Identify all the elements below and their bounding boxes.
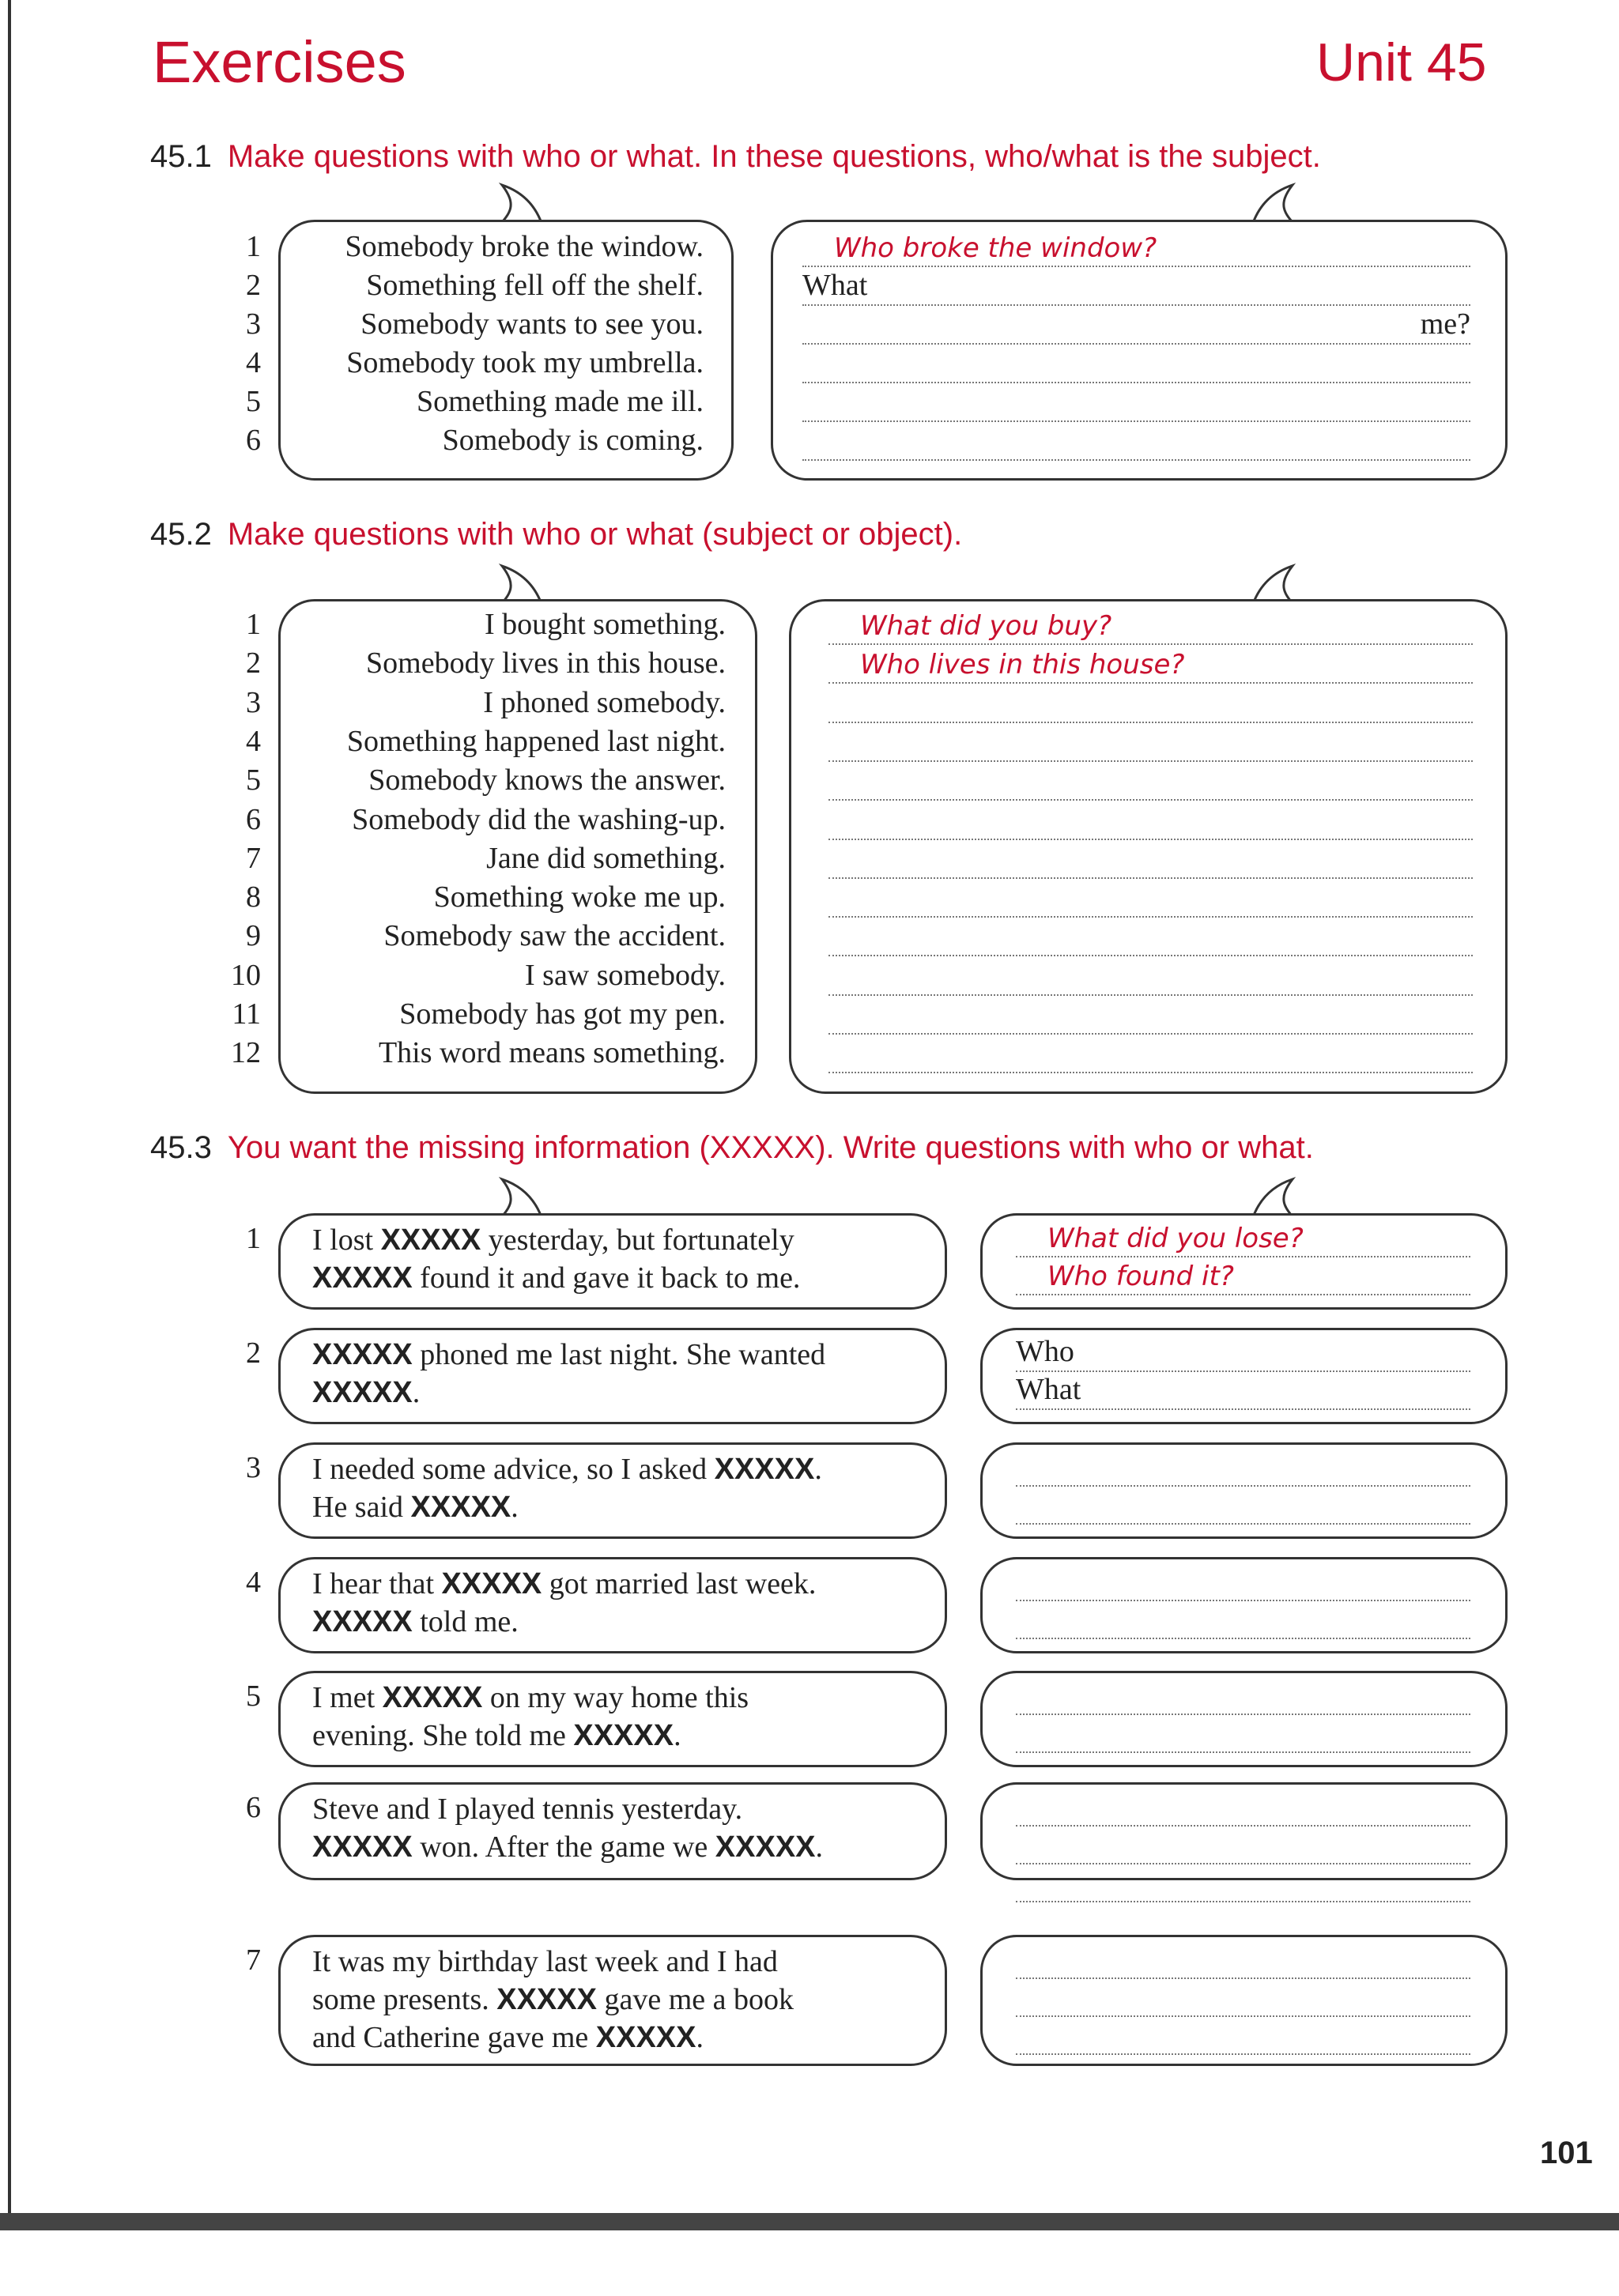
ex3-answer-line[interactable]	[1016, 1374, 1470, 1410]
handwritten-answer: Who broke the window?	[834, 232, 1157, 264]
ex2-answer-line[interactable]	[828, 726, 1473, 762]
ex2-answer-line[interactable]	[828, 687, 1473, 723]
ex3-answer-line[interactable]	[1016, 1450, 1470, 1487]
ex2-sentence: Somebody did the washing-up.	[352, 802, 726, 836]
item-number: 12	[231, 1036, 261, 1070]
ex3-sentence-line	[312, 1565, 816, 1603]
handwritten-answer: Who found it?	[1047, 1261, 1234, 1292]
ex3-sentence-line	[312, 1336, 825, 1374]
ex3-answer-line[interactable]	[1016, 1565, 1470, 1601]
ex3-sentence-line	[312, 1717, 681, 1755]
item-number: 1	[246, 608, 261, 641]
ex2-number: 45.2	[150, 517, 212, 552]
ex2-instruction: Make questions with who or what (subject or object).	[227, 517, 963, 552]
page-number: 101	[1540, 2136, 1593, 2170]
sentence-text: and Catherine gave me	[312, 2021, 596, 2054]
ex2-sentence: Somebody knows the answer.	[368, 763, 726, 797]
item-number: 2	[246, 647, 261, 681]
missing-info-marker: XXXXX	[382, 1681, 483, 1714]
sentence-text: I lost	[312, 1223, 381, 1257]
missing-info-marker: XXXXX	[715, 1830, 816, 1864]
sentence-text: .	[815, 1830, 824, 1864]
ex1-sentence: Something made me ill.	[416, 385, 704, 418]
ex3-sentence-line	[312, 2019, 704, 2057]
ex2-sentence: Somebody saw the accident.	[383, 919, 726, 953]
sentence-text: Steve and I played tennis yesterday.	[312, 1793, 743, 1826]
item-number: 3	[246, 307, 261, 341]
missing-info-marker: XXXXX	[441, 1567, 542, 1600]
sentence-text: It was my birthday last week and I had	[312, 1945, 778, 1978]
item-number: 11	[232, 997, 261, 1031]
missing-info-marker: XXXXX	[312, 1376, 413, 1409]
ex1-answer-line[interactable]	[802, 424, 1470, 461]
item-number: 4	[246, 346, 261, 379]
ex2-heading	[150, 517, 962, 552]
item-number: 7	[246, 1943, 261, 1977]
ex3-answer-line[interactable]	[1016, 1336, 1470, 1372]
sentence-text: found it and gave it back to me.	[412, 1261, 801, 1295]
sentence-text: He said	[312, 1491, 411, 1524]
ex1-answer-line[interactable]	[802, 270, 1470, 306]
ex3-number: 45.3	[150, 1130, 212, 1165]
ex2-answer-line[interactable]	[828, 959, 1473, 996]
ex3-sentence-line	[312, 1221, 794, 1259]
ex1-number: 45.1	[150, 139, 212, 174]
sentence-text: on my way home this	[482, 1681, 749, 1714]
ex3-sentence-line	[312, 1981, 794, 2019]
missing-info-marker: XXXXX	[380, 1223, 481, 1257]
missing-info-marker: XXXXX	[410, 1491, 511, 1524]
sentence-text: .	[412, 1376, 421, 1409]
ex1-sentence: Somebody broke the window.	[345, 230, 704, 263]
item-number: 10	[231, 958, 261, 992]
answer-prefix: Who	[1016, 1335, 1074, 1368]
ex2-sentence: Somebody has got my pen.	[399, 997, 726, 1031]
item-number: 4	[246, 724, 261, 758]
sentence-text: yesterday, but fortunately	[481, 1223, 794, 1257]
ex3-answer-line[interactable]	[1016, 1828, 1470, 1864]
ex2-answer-line[interactable]	[828, 764, 1473, 801]
answer-prefix: What	[802, 269, 868, 302]
ex2-answer-line[interactable]	[828, 609, 1473, 645]
sentence-text: I met	[312, 1681, 383, 1714]
ex1-answer-line[interactable]	[802, 231, 1470, 267]
item-number: 2	[246, 269, 261, 302]
ex2-sentence: I bought something.	[484, 608, 726, 641]
item-number: 4	[246, 1566, 261, 1599]
ex2-answer-line[interactable]	[828, 998, 1473, 1035]
ex3-answer-line[interactable]	[1016, 1790, 1470, 1827]
handwritten-answer: Who lives in this house?	[860, 649, 1185, 681]
ex3-answer-line[interactable]	[1016, 1603, 1470, 1639]
missing-info-marker: XXXXX	[312, 1605, 413, 1638]
ex2-sentence: Something woke me up.	[433, 880, 726, 914]
item-number: 6	[246, 424, 261, 457]
ex1-answer-line[interactable]	[802, 308, 1470, 345]
ex2-answer-line[interactable]	[828, 881, 1473, 918]
sentence-text: .	[814, 1453, 822, 1486]
ex3-answer-line[interactable]	[1016, 2019, 1470, 2055]
ex2-sentence: This word means something.	[378, 1036, 726, 1070]
ex3-sentence-line	[312, 1603, 519, 1641]
ex1-sentence: Somebody took my umbrella.	[346, 346, 704, 379]
ex2-sentence: Something happened last night.	[346, 724, 726, 758]
sentence-text: .	[674, 1719, 681, 1752]
sentence-text: .	[696, 2021, 704, 2054]
ex1-sentence: Something fell off the shelf.	[366, 269, 704, 302]
missing-info-marker: XXXXX	[312, 1830, 413, 1864]
ex3-answer-line[interactable]	[1016, 1221, 1470, 1257]
unit-label: Unit 45	[1316, 32, 1487, 92]
left-border	[8, 0, 11, 2222]
sentence-text: got married last week.	[542, 1567, 817, 1600]
missing-info-marker: XXXXX	[573, 1719, 674, 1752]
ex3-answer-line[interactable]	[1016, 1866, 1470, 1902]
item-number: 3	[246, 1451, 261, 1484]
ex1-heading	[150, 139, 1321, 175]
ex3-instruction: You want the missing information (XXXXX). Write questions with who or what.	[227, 1130, 1314, 1165]
ex3-sentence-line	[312, 1828, 823, 1866]
sentence-text: won. After the game we	[412, 1830, 715, 1864]
handwritten-answer: What did you buy?	[860, 610, 1112, 642]
answer-suffix: me?	[1420, 307, 1470, 341]
sentence-text: evening. She told me	[312, 1719, 574, 1752]
ex3-answer-line[interactable]	[1016, 1488, 1470, 1525]
ex2-sentence: Somebody lives in this house.	[366, 647, 726, 681]
item-number: 5	[246, 763, 261, 797]
item-number: 9	[246, 919, 261, 953]
ex1-answer-line[interactable]	[802, 347, 1470, 383]
ex3-sentence-line	[312, 1450, 822, 1488]
item-number: 5	[246, 1680, 261, 1713]
ex3-answer-line[interactable]	[1016, 1943, 1470, 1979]
ex3-answer-line[interactable]	[1016, 1679, 1470, 1715]
item-number: 6	[246, 802, 261, 836]
sentence-text: I hear that	[312, 1567, 442, 1600]
sentence-text: gave me a book	[596, 1983, 794, 2016]
ex2-sentence: I phoned somebody.	[483, 685, 726, 719]
ex1-sentence: Somebody wants to see you.	[360, 307, 704, 341]
item-number: 7	[246, 841, 261, 875]
handwritten-answer: What did you lose?	[1047, 1223, 1304, 1254]
ex1-instruction: Make questions with who or what. In these questions, who/what is the subject.	[227, 139, 1321, 174]
missing-info-marker: XXXXX	[714, 1453, 815, 1486]
sentence-text: told me.	[412, 1605, 519, 1638]
ex1-answer-line[interactable]	[802, 386, 1470, 422]
answer-prefix: What	[1016, 1373, 1081, 1406]
missing-info-marker: XXXXX	[312, 1261, 413, 1295]
ex2-sentence: Jane did something.	[486, 841, 726, 875]
ex3-heading	[150, 1130, 1314, 1166]
ex2-answer-line[interactable]	[828, 920, 1473, 956]
sentence-text: I needed some advice, so I asked	[312, 1453, 715, 1486]
ex2-sentence: I saw somebody.	[525, 958, 726, 992]
item-number: 3	[246, 685, 261, 719]
sentence-text: some presents.	[312, 1983, 497, 2016]
ex3-sentence-line	[312, 1790, 742, 1828]
item-number: 1	[246, 1222, 261, 1255]
sentence-text: phoned me last night. She wanted	[412, 1338, 826, 1371]
item-number: 1	[246, 230, 261, 263]
ex3-sentence-line	[312, 1943, 778, 1981]
item-number: 5	[246, 385, 261, 418]
sentence-text: .	[511, 1491, 519, 1524]
ex3-sentence-line	[312, 1679, 749, 1717]
missing-info-marker: XXXXX	[312, 1338, 413, 1371]
ex3-answer-line[interactable]	[1016, 1259, 1470, 1295]
missing-info-marker: XXXXX	[496, 1983, 597, 2016]
ex3-sentence-line	[312, 1259, 800, 1297]
ex3-answer-line[interactable]	[1016, 1717, 1470, 1753]
ex2-answer-line[interactable]	[828, 647, 1473, 684]
item-number: 6	[246, 1791, 261, 1824]
missing-info-marker: XXXXX	[595, 2021, 696, 2054]
ex2-answer-line[interactable]	[828, 843, 1473, 879]
ex3-answer-line[interactable]	[1016, 1981, 1470, 2017]
ex3-sentence-line	[312, 1374, 420, 1412]
ex1-sentence: Somebody is coming.	[442, 424, 704, 457]
ex2-answer-line[interactable]	[828, 804, 1473, 840]
ex2-answer-line[interactable]	[828, 1037, 1473, 1073]
page-title: Exercises	[153, 29, 406, 95]
item-number: 8	[246, 880, 261, 914]
ex3-sentence-line	[312, 1488, 519, 1526]
bottom-border	[0, 2213, 1619, 2230]
item-number: 2	[246, 1337, 261, 1370]
